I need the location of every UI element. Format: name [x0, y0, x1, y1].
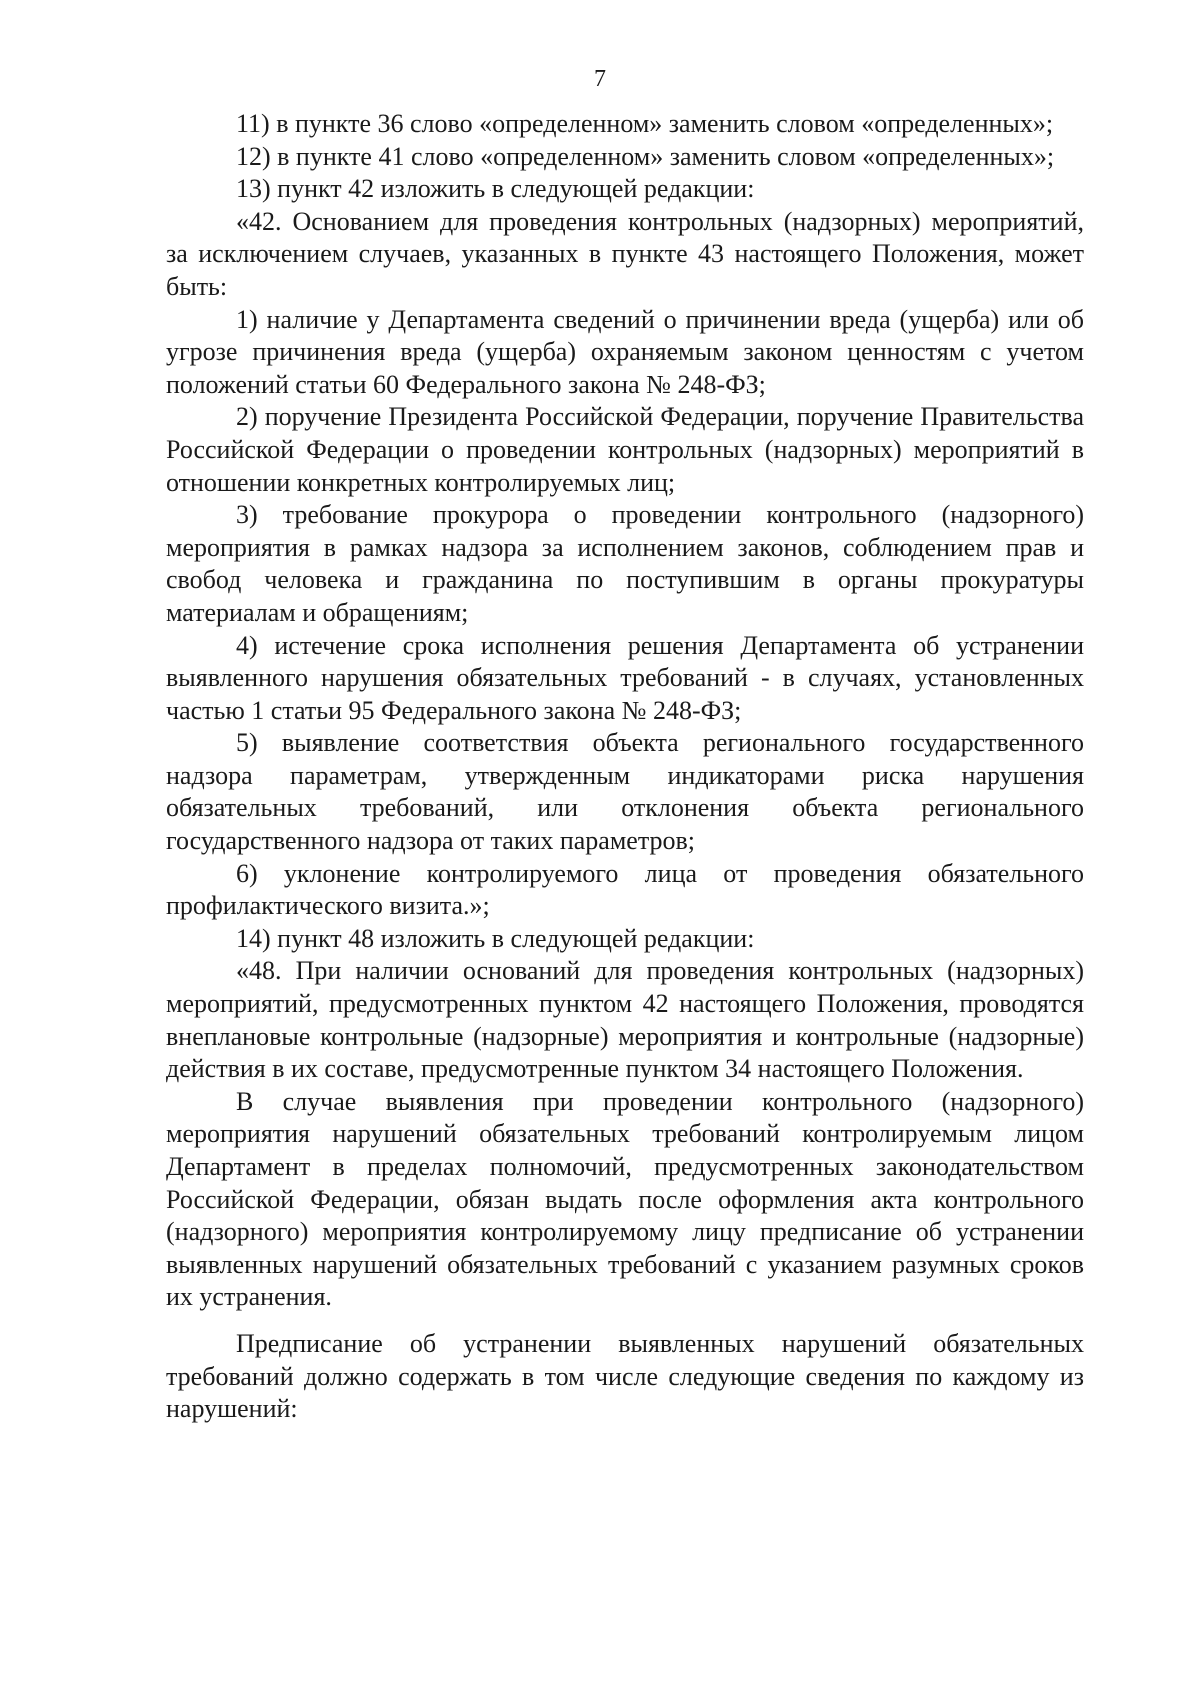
paragraph-point-42-sub-4: 4) истечение срока исполнения решения Департамента об устранении выявленного нарушения обязательных требований - в случаях, установленных частью 1 статьи 95 Федерального закона № 248-ФЗ; [166, 630, 1084, 725]
paragraph-point-42-sub-5: 5) выявление соответствия объекта регионального государственного надзора параметрам, утвержденным индикаторами риска нарушения обязательных требований, или отклонения объекта регионального государственного надзора от таких параметров; [166, 728, 1084, 856]
paragraph-point-42-sub-6: 6) уклонение контролируемого лица от проведения обязательного профилактического визита.»; [166, 858, 1084, 921]
paragraph-point-42-sub-3: 3) требование прокурора о проведении контрольного (надзорного) мероприятия в рамках надзора за исполнением законов, соблюдением прав и свобод человека и гражданина по поступившим в органы прокуратуры материалам и обращениям; [166, 500, 1084, 627]
paragraph-violation-case: В случае выявления при проведении контрольного (надзорного) мероприятия нарушений обязательных требований контролируемым лицом Департамент в пределах полномочий, предусмотренных законодательством Российской Федерации, обязан выдать после оформления акта контрольного (надзорного) мероприятия контролируемому лицу предписание об устранении выявленных нарушений обязательных требований с указанием разумных сроков их устранения. [166, 1086, 1084, 1312]
paragraph-point-42-sub-2: 2) поручение Президента Российской Федерации, поручение Правительства Российской Федерации о проведении контрольных (надзорных) мероприятий в отношении конкретных контролируемых лиц; [166, 402, 1084, 497]
paragraph-item-14: 14) пункт 48 изложить в следующей редакции: [236, 923, 755, 953]
paragraph-item-11: 11) в пункте 36 слово «определенном» заменить словом «определенных»; [236, 109, 1054, 138]
paragraph-item-12: 12) в пункте 41 слово «определенном» заменить словом «определенных»; [236, 141, 1055, 171]
paragraph-point-48: «48. При наличии оснований для проведения контрольных (надзорных) мероприятий, предусмотренных пунктом 42 настоящего Положения, проводятся внеплановые контрольные (надзорные) мероприятия и контрольные (надзорные) действия в их составе, предусмотренные пунктом 34 настоящего Положения. [166, 956, 1084, 1084]
document-body [166, 108, 1084, 1426]
paragraph-prescription-content: Предписание об устранении выявленных нарушений обязательных требований должно содержать в том числе следующие сведения по каждому из нарушений: [166, 1328, 1084, 1424]
paragraph-point-42-sub-1: 1) наличие у Департамента сведений о причинении вреда (ущерба) или об угрозе причинения вреда (ущерба) охраняемым законом ценностям с учетом положений статьи 60 Федерального закона № 248-ФЗ; [166, 304, 1084, 399]
paragraph-point-42: «42. Основанием для проведения контрольных (надзорных) мероприятий, за исключением случаев, указанных в пункте 43 настоящего Положения, может быть: [166, 206, 1084, 301]
paragraph-item-13: 13) пункт 42 изложить в следующей редакции: [236, 174, 755, 204]
page-number: 7 [594, 66, 606, 92]
